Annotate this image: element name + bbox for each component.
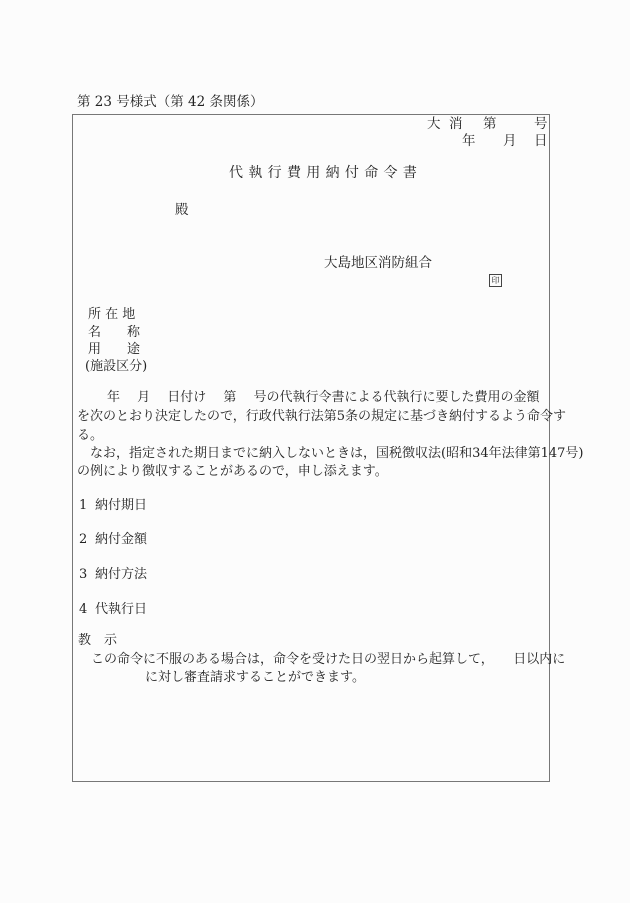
doc-number-prefix2: 消 — [449, 116, 463, 132]
field-name — [88, 324, 140, 341]
body-para2-line2: の例により徴収することがあるので，申し添えます。 — [77, 464, 388, 479]
item-number: 4 — [79, 602, 88, 617]
item-execution-date — [79, 603, 147, 616]
field-use — [88, 341, 140, 358]
date-month: 月 — [503, 133, 517, 149]
item-label: 納付金額 — [95, 532, 148, 547]
field-label: 用 途 — [88, 342, 141, 357]
doc-number-go: 号 — [534, 116, 548, 132]
item-number: 3 — [79, 567, 88, 582]
item-label: 納付方法 — [95, 567, 148, 582]
seal-mark — [489, 273, 502, 287]
document-title: 代執行費用納付命令書 — [229, 165, 423, 181]
item-payment-amount — [79, 533, 147, 546]
form-number-label: 第 23 号様式（第 42 条関係） — [77, 94, 264, 110]
body-para1-line3: る。 — [77, 428, 104, 443]
date-year: 年 — [462, 133, 476, 149]
item-label: 代執行日 — [95, 602, 148, 617]
item-number: 1 — [79, 498, 88, 513]
item-payment-due-date — [79, 499, 147, 512]
notice-line2: に対し審査請求することができます。 — [145, 670, 365, 685]
item-label: 納付期日 — [95, 498, 148, 513]
item-payment-method — [79, 568, 147, 581]
field-label: (施設区分) — [85, 359, 148, 374]
field-location — [88, 306, 135, 323]
seal-icon: 印 — [489, 274, 502, 287]
doc-number-dai: 第 — [483, 116, 497, 132]
body-para2-line1: なお，指定された期日までに納入しないときは，国税徴収法(昭和34年法律第147号) — [77, 446, 584, 461]
field-label: 所 在 地 — [88, 307, 136, 322]
notice-heading: 教 示 — [78, 633, 118, 648]
date-day: 日 — [534, 133, 548, 149]
item-number: 2 — [79, 532, 88, 547]
field-label: 名 称 — [88, 325, 141, 340]
body-para1-line1: 年 月 日付け 第 号の代執行令書による代執行に要した費用の金額 — [81, 390, 540, 405]
notice-line1: この命令に不服のある場合は，命令を受けた日の翌日から起算して， 日以内に — [78, 652, 566, 667]
doc-number-prefix1: 大 — [427, 116, 441, 132]
addressee-suffix: 殿 — [175, 202, 189, 218]
field-facility-class — [85, 358, 147, 375]
body-para1-line2: を次のとおり決定したので，行政代執行法第5条の規定に基づき納付するよう命令す — [77, 409, 567, 424]
issuer-name: 大島地区消防組合 — [324, 255, 432, 271]
